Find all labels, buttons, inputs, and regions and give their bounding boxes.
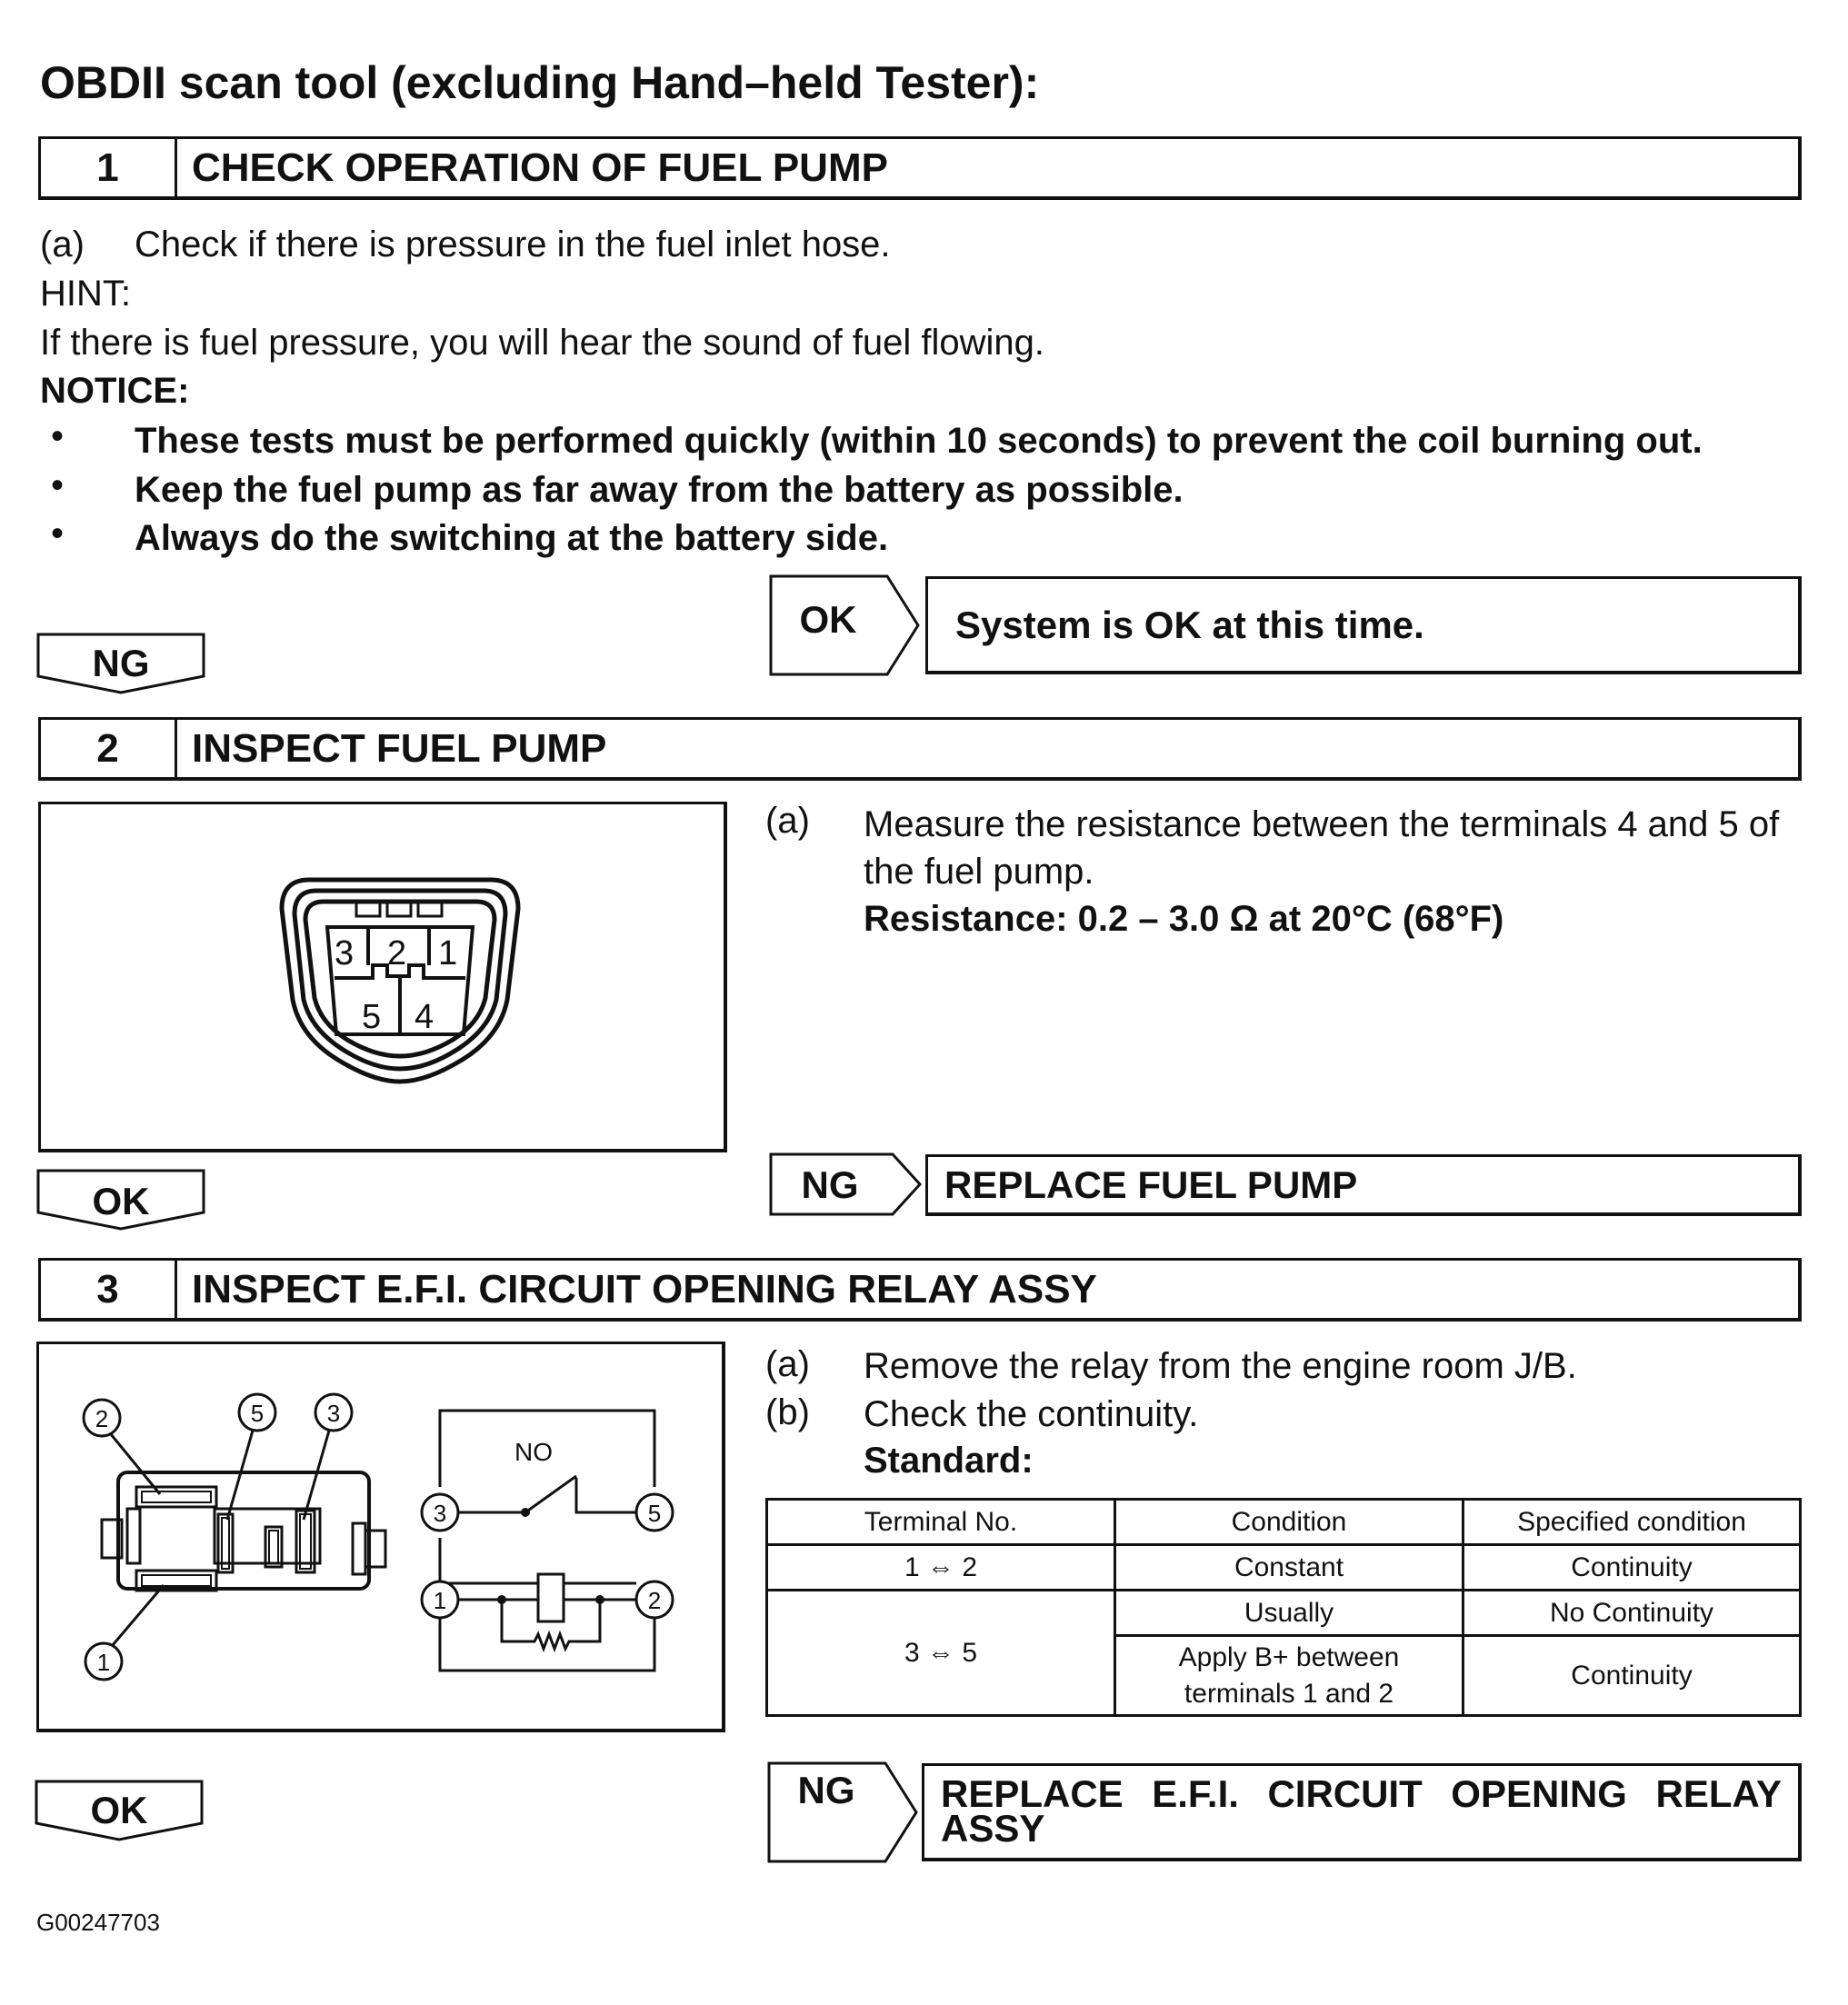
hint-text: If there is fuel pressure, you will hear the sound of fuel flowing. (40, 323, 1045, 363)
step-1-ok-label: OK (799, 598, 857, 641)
notice-item: Always do the switching at the battery side. (135, 518, 889, 558)
circuit-terminal-label: 1 (433, 1587, 447, 1614)
table-cell (1115, 1636, 1463, 1716)
connector-terminal-label: 1 (438, 934, 458, 973)
bullet-icon: • (51, 416, 65, 456)
bullet-icon: • (51, 465, 65, 505)
relay-terminal-label: 3 (326, 1400, 341, 1427)
connector-terminal-label: 5 (362, 998, 382, 1036)
result-word: E.F.I. (1152, 1772, 1239, 1815)
table-row (767, 1591, 1801, 1636)
connector-diagram (273, 863, 527, 1091)
step-1-ok-result: System is OK at this time. (955, 603, 1424, 646)
step-3-b-label: (b) (765, 1392, 810, 1432)
relay-terminal-label: 2 (95, 1405, 109, 1432)
table-cell: 3 ⇔ 5 (767, 1591, 1115, 1716)
result-word: CIRCUIT (1267, 1772, 1423, 1815)
step-3-title: INSPECT E.F.I. CIRCUIT OPENING RELAY ASSY (192, 1266, 1097, 1312)
connector-terminal-label: 2 (387, 934, 407, 973)
page-title: OBDII scan tool (excluding Hand–held Tester): (40, 57, 1040, 108)
resistance-spec: Resistance: 0.2 – 3.0 Ω at 20°C (68°F) (864, 899, 1504, 939)
bullet-icon: • (51, 514, 65, 554)
step-1-header (38, 136, 1802, 200)
table-cell: Continuity (1463, 1545, 1801, 1591)
table-header-cell: Condition (1115, 1500, 1463, 1545)
step-3-a-label: (a) (765, 1344, 810, 1384)
circuit-no-label: NO (514, 1438, 553, 1466)
step-2-title: INSPECT FUEL PUMP (192, 725, 607, 771)
circuit-terminal-label: 3 (433, 1500, 447, 1527)
step-1-title: CHECK OPERATION OF FUEL PUMP (192, 145, 888, 190)
condition-line: Apply B+ between (1178, 1641, 1400, 1672)
result-word: OPENING (1451, 1772, 1627, 1815)
step-3-ng-result-line-2: ASSY (941, 1807, 1045, 1850)
step-1-a-text: Check if there is pressure in the fuel inlet hose. (135, 224, 891, 264)
step-3-ng-result-box (922, 1763, 1802, 1861)
relay-diagram (36, 1342, 725, 1732)
notice-label: NOTICE: (40, 371, 190, 411)
standard-label: Standard: (864, 1441, 1034, 1481)
figure-code: G00247703 (36, 1909, 160, 1936)
step-3-ng-result-line-1 (941, 1773, 1782, 1815)
table-cell: Continuity (1463, 1636, 1801, 1716)
connector-terminal-label: 4 (415, 998, 435, 1036)
connector-terminal-label: 3 (335, 934, 355, 973)
step-3-ok-label: OK (90, 1789, 148, 1831)
notice-item: These tests must be performed quickly (within 10 seconds) to prevent the coil burning out. (135, 421, 1703, 461)
step-2-ok-label: OK (92, 1180, 150, 1222)
step-3-number: 3 (41, 1261, 177, 1318)
table-cell: 1 ⇔ 2 (767, 1545, 1115, 1591)
step-1-a-label: (a) (40, 224, 85, 264)
step-3-a-text: Remove the relay from the engine room J/B. (864, 1346, 1577, 1386)
step-2-a-text-2: the fuel pump. (864, 852, 1094, 892)
step-2-ng-result-box (925, 1154, 1802, 1216)
step-2-ng-label: NG (801, 1163, 859, 1206)
relay-terminal-label: 1 (96, 1649, 111, 1676)
table-header-cell: Specified condition (1463, 1500, 1801, 1545)
table-row (767, 1545, 1801, 1591)
continuity-spec-table (765, 1498, 1802, 1717)
circuit-terminal-label: 2 (647, 1587, 662, 1614)
table-header-row (767, 1500, 1801, 1545)
step-1-ok-result-box (925, 576, 1802, 674)
condition-line: terminals 1 and 2 (1184, 1678, 1394, 1709)
notice-item: Keep the fuel pump as far away from the battery as possible. (135, 470, 1184, 510)
hint-label: HINT: (40, 274, 131, 314)
step-1-number: 1 (41, 139, 177, 196)
step-3-header (38, 1258, 1802, 1322)
table-cell: No Continuity (1463, 1591, 1801, 1636)
step-2-a-label: (a) (765, 801, 810, 841)
step-2-header (38, 717, 1802, 781)
step-2-ng-result: REPLACE FUEL PUMP (944, 1162, 1358, 1206)
step-2-a-text-1: Measure the resistance between the terminals 4 and 5 of (864, 804, 1780, 844)
table-cell: Constant (1115, 1545, 1463, 1591)
relay-terminal-label: 5 (250, 1400, 265, 1427)
result-word: REPLACE (941, 1772, 1124, 1815)
table-cell: Usually (1115, 1591, 1463, 1636)
step-2-number: 2 (41, 720, 177, 777)
step-3-ng-label: NG (797, 1769, 855, 1811)
table-header-cell: Terminal No. (767, 1500, 1115, 1545)
circuit-terminal-label: 5 (647, 1500, 662, 1527)
step-1-ng-label: NG (92, 642, 150, 684)
result-word: RELAY (1655, 1772, 1782, 1815)
step-3-b-text: Check the continuity. (864, 1394, 1199, 1434)
